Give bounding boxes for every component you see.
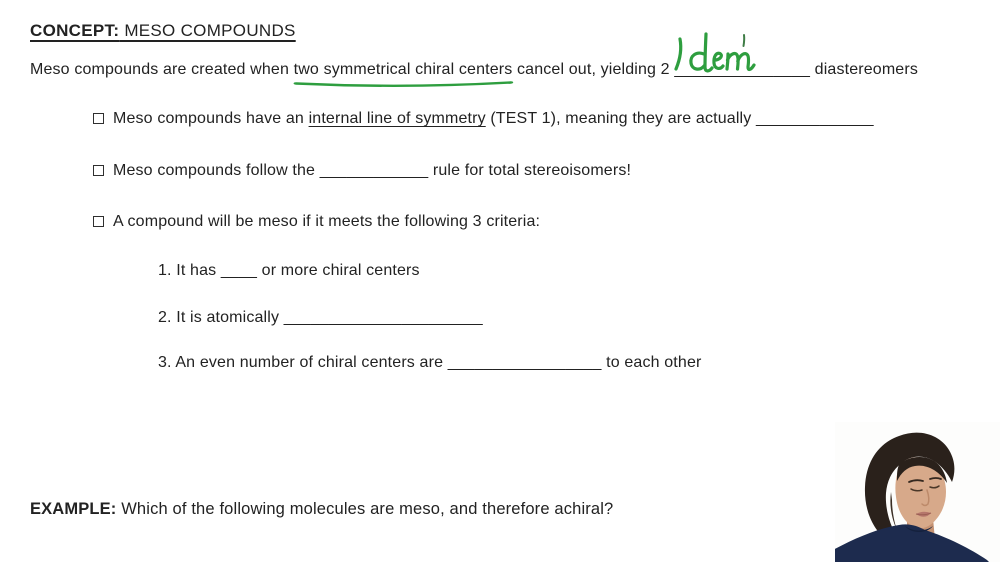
criterion-2: 2. It is atomically ______________________ <box>158 309 483 326</box>
example-label: EXAMPLE: <box>30 500 117 518</box>
underlined-phrase: internal line of symmetry <box>308 110 486 127</box>
small-tick-mark <box>744 35 745 46</box>
example-question: Which of the following molecules are meso, and therefore achiral? <box>116 500 614 518</box>
green-underlined-phrase: two symmetrical chiral centers <box>294 60 513 80</box>
bullet-rule: Meso compounds follow the ____________ rule for total stereoisomers! <box>93 161 631 181</box>
intro-blank: _______________ <box>674 60 810 80</box>
fill-blank: ____________ <box>319 162 429 179</box>
intro-part2: cancel out, yielding 2 <box>512 61 675 78</box>
bullet-criteria: A compound will be meso if it meets the following 3 criteria: <box>93 212 540 232</box>
checkbox-icon <box>93 165 104 176</box>
concept-topic: MESO COMPOUNDS <box>119 21 296 40</box>
presenter-photo <box>835 422 1000 562</box>
intro-part1: Meso compounds are created when <box>30 61 294 78</box>
green-scribble-underline <box>294 80 513 89</box>
handwritten-iden-annotation <box>670 27 775 77</box>
criterion-3: 3. An even number of chiral centers are _________________ to each other <box>158 354 702 371</box>
webcam-overlay <box>835 422 1000 562</box>
intro-part3: diastereomers <box>810 61 918 78</box>
checkbox-icon <box>93 216 104 227</box>
concept-title <box>30 21 296 41</box>
example-prompt <box>30 499 613 519</box>
checkbox-icon <box>93 113 104 124</box>
fill-blank: _____________ <box>755 110 874 127</box>
bullet-internal-symmetry: Meso compounds have an internal line of symmetry (TEST 1), meaning they are actually _____________ <box>93 109 874 129</box>
intro-sentence <box>30 60 918 80</box>
criterion-1: 1. It has ____ or more chiral centers <box>158 262 420 279</box>
concept-label: CONCEPT: <box>30 21 120 40</box>
